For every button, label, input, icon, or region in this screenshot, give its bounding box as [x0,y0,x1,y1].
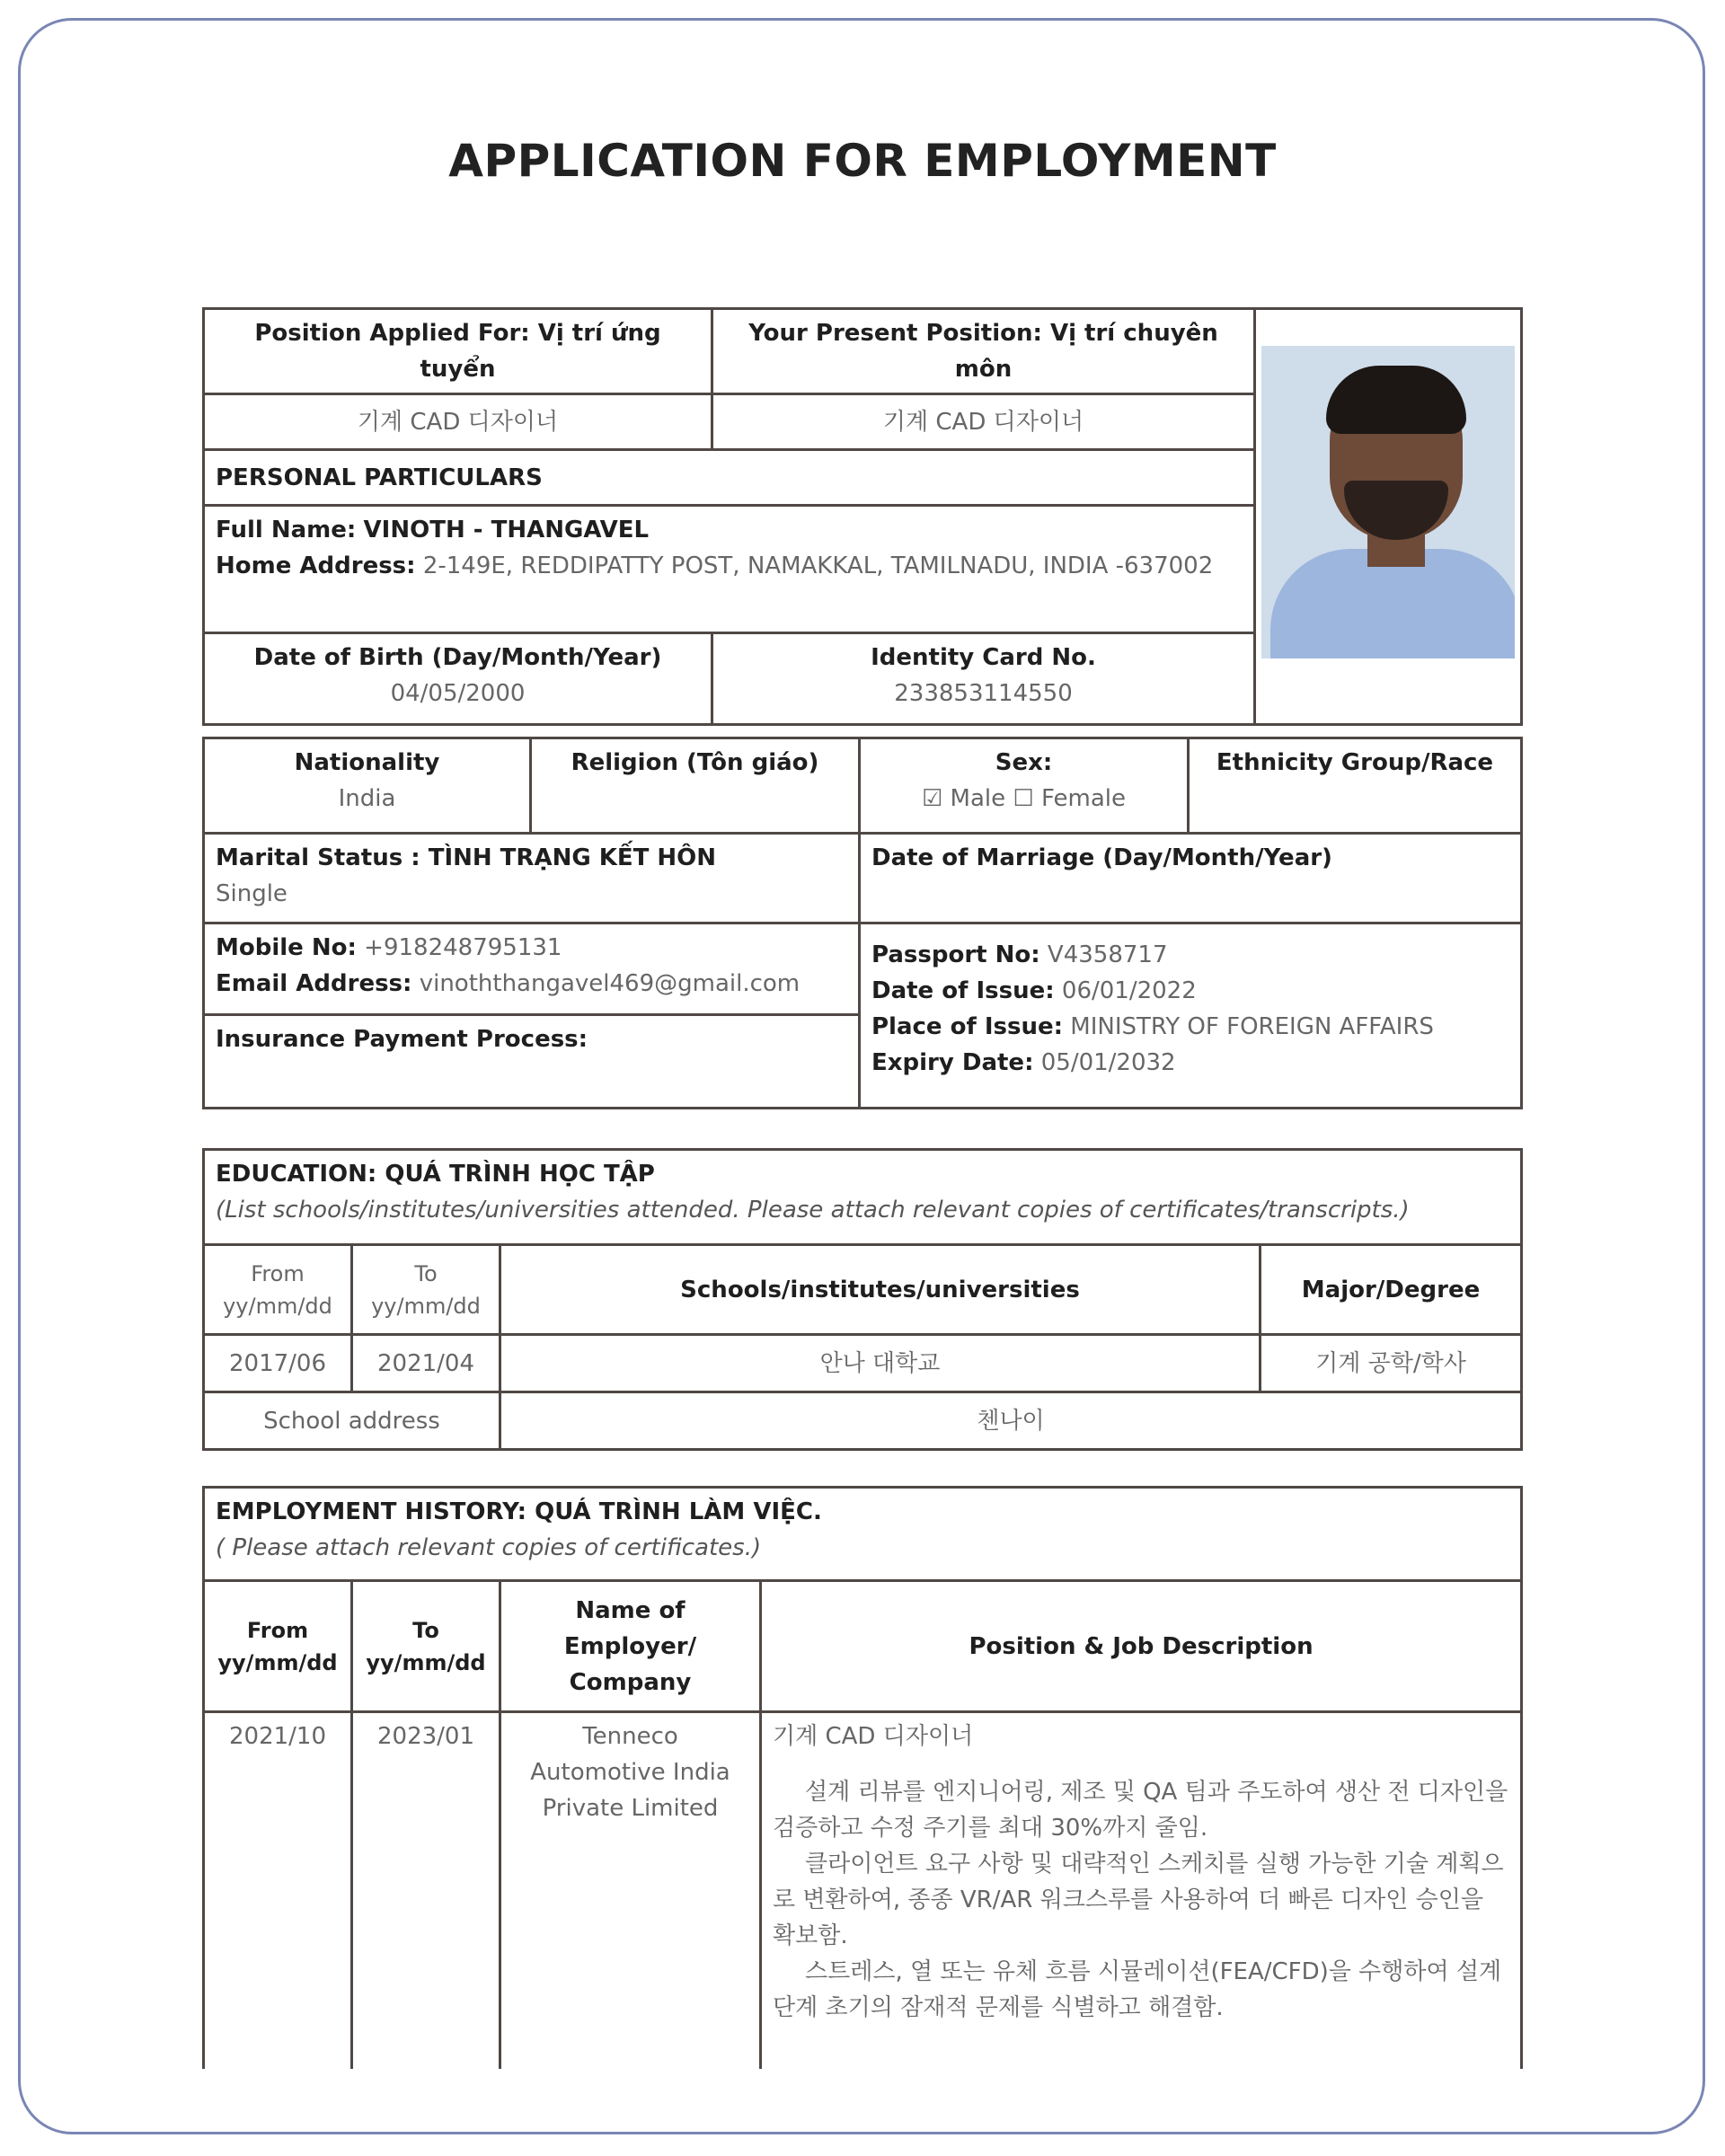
home-address-value: 2-149E, REDDIPATTY POST, NAMAKKAL, TAMILNADU, INDIA -637002 [422,552,1214,579]
school-address-label: School address [204,1392,500,1450]
edu-col-school: Schools/institutes/universities [500,1245,1261,1335]
full-name-value: VINOTH - THANGAVEL [363,517,650,543]
edu-col-to: To yy/mm/dd [352,1245,500,1335]
nationality-label: Nationality [294,749,440,776]
contact-cell [204,923,860,1015]
issue-place-value: MINISTRY OF FOREIGN AFFAIRS [1070,1013,1434,1040]
employment-header-cell [204,1488,1522,1581]
religion-label: Religion (Tôn giáo) [571,749,819,776]
emp-to-value: 2023/01 [352,1712,500,2069]
ethnicity-label: Ethnicity Group/Race [1216,749,1494,776]
marriage-date-label: Date of Marriage (Day/Month/Year) [871,844,1332,871]
edu-col-from: From yy/mm/dd [204,1245,352,1335]
school-address-value: 첸나이 [500,1392,1522,1450]
id-card-cell [712,633,1255,725]
email-value: vinoththangavel469@gmail.com [419,970,801,997]
education-section [202,1148,1520,1451]
dob-label: Date of Birth (Day/Month/Year) [253,644,662,671]
emp-position-value: 기계 CAD 디자이너 [773,1723,974,1750]
id-card-value: 233853114550 [894,680,1073,707]
name-address-cell [204,506,1255,633]
mobile-value: +918248795131 [364,934,562,961]
photo-cell [1255,309,1522,725]
education-section-label: EDUCATION: QUÁ TRÌNH HỌC TẬP [216,1161,655,1188]
issue-date-label: Date of Issue: [871,977,1055,1004]
expiry-value: 05/01/2032 [1040,1049,1176,1076]
page-title: APPLICATION FOR EMPLOYMENT [448,135,1277,187]
expiry-label: Expiry Date: [871,1049,1034,1076]
insurance-cell [204,1015,860,1109]
id-card-label: Identity Card No. [871,644,1096,671]
email-label: Email Address: [216,970,412,997]
applicant-photo [1261,346,1515,658]
emp-employer-value: Tenneco Automotive India Private Limited [500,1712,761,2069]
nationality-cell [204,738,531,834]
emp-from-value: 2021/10 [204,1712,352,2069]
details-section [202,737,1520,1109]
edu-major-value: 기계 공학/학사 [1261,1335,1522,1392]
religion-cell [531,738,860,834]
edu-to-value: 2021/04 [352,1335,500,1392]
education-note: (List schools/institutes/universities attended. Please attach relevant copies of certificates/transcripts.) [216,1197,1410,1224]
edu-from-value: 2017/06 [204,1335,352,1392]
table-row [204,1712,1522,2069]
passport-cell [860,923,1522,1109]
marital-label: Marital Status : TÌNH TRẠNG KẾT HÔN [216,844,717,871]
education-header-cell [204,1150,1522,1245]
sex-checkboxes[interactable]: ☑ Male ☐ Female [921,785,1126,812]
present-position-label: Your Present Position: Vị trí chuyên môn [712,309,1255,394]
position-applied-label: Position Applied For: Vị trí ứng tuyển [204,309,712,394]
passport-value: V4358717 [1047,941,1168,968]
insurance-label: Insurance Payment Process: [216,1026,588,1053]
personal-section-label: PERSONAL PARTICULARS [204,450,1255,506]
mobile-label: Mobile No: [216,934,357,961]
dob-value: 04/05/2000 [390,680,526,707]
employment-section [202,1486,1520,2069]
employment-note: ( Please attach relevant copies of certificates.) [216,1534,762,1561]
table-row [204,1335,1522,1392]
emp-duty-item: 스트레스, 열 또는 유체 흐름 시뮬레이션(FEA/CFD)을 수행하여 설계 단계 초기의 잠재적 문제를 식별하고 해결함. [773,1958,1502,2021]
full-name-label: Full Name: [216,517,357,543]
dob-cell [204,633,712,725]
emp-col-to: To yy/mm/dd [352,1581,500,1712]
emp-col-from: From yy/mm/dd [204,1581,352,1712]
issue-date-value: 06/01/2022 [1061,977,1197,1004]
edu-school-value: 안나 대학교 [500,1335,1261,1392]
issue-place-label: Place of Issue: [871,1013,1064,1040]
employment-section-label: EMPLOYMENT HISTORY: QUÁ TRÌNH LÀM VIỆC. [216,1498,822,1525]
emp-description-cell [761,1712,1522,2069]
sex-cell [860,738,1189,834]
marital-value: Single [216,880,288,907]
position-applied-value: 기계 CAD 디자이너 [204,394,712,450]
personal-section [202,307,1520,726]
emp-col-position: Position & Job Description [761,1581,1522,1712]
emp-duty-item: 클라이언트 요구 사항 및 대략적인 스케치를 실행 가능한 기술 계획으로 변환하여, 종종 VR/AR 워크스루를 사용하여 더 빠른 디자인 승인을 확보함. [773,1851,1504,1949]
present-position-value: 기계 CAD 디자이너 [712,394,1255,450]
home-address-label: Home Address: [216,552,416,579]
ethnicity-cell [1189,738,1522,834]
emp-col-employer: Name of Employer/ Company [500,1581,761,1712]
passport-label: Passport No: [871,941,1040,968]
marital-cell [204,834,860,923]
marriage-date-cell [860,834,1522,923]
nationality-value: India [338,785,396,812]
emp-duty-item: 설계 리뷰를 엔지니어링, 제조 및 QA 팀과 주도하여 생산 전 디자인을 검증하고 수정 주기를 최대 30%까지 줄임. [773,1779,1508,1842]
edu-col-major: Major/Degree [1261,1245,1522,1335]
sex-label: Sex: [995,749,1053,776]
